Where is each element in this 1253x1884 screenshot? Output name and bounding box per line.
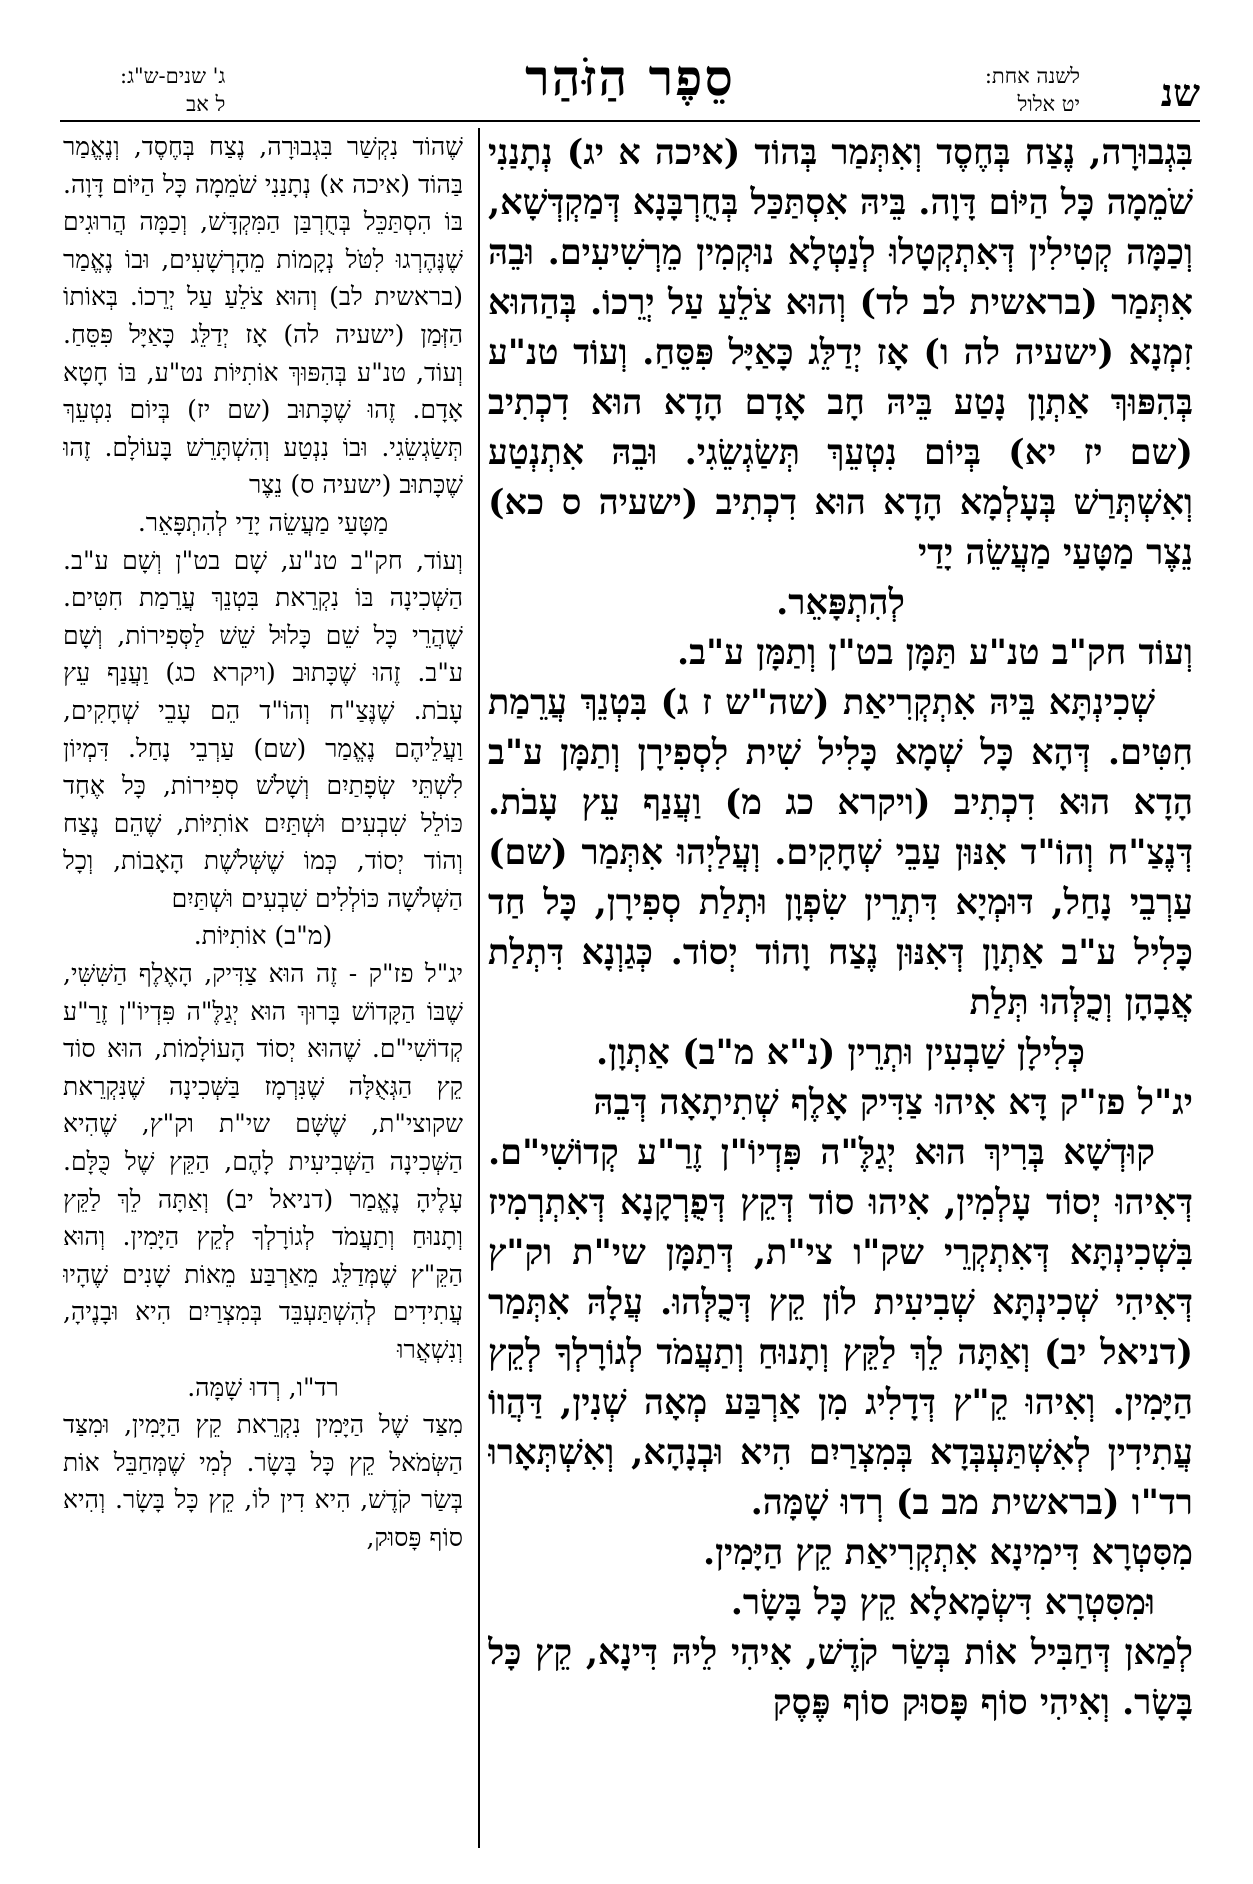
paragraph-end: לְהִתְפָּאֵר.: [776, 582, 905, 623]
hebrew-translation-column: [63, 128, 463, 1848]
translation-paragraph-end: (מ"ב) אוֹתִיּוֹת.: [193, 921, 333, 951]
paragraph: בִּגְבוּרָה, נֶצַח בְּחֶסֶד וְאִתְּמַר בְּהוֹד (איכה א יג) נְתָנַנִי שֹׁמֵמָה כָּל הַיּוֹם דָּוָה. בֵּיהּ אִסְתַּכַּל בְּחֻרְבָּנָא דְּמַקְדְּשָׁא, וְכַמָּה קְטִילִין דְּאִתְקְטָלוּ לְנַטְלָא נוּקְמִין מֵרְשִׁיעִים. וּבֵהּ אִתְּמַר (בראשית לב לד) וְהוּא צֹלֵעַ עַל יְרֵכוֹ. בְּהַהוּא זִמְנָא (ישעיה לה ו) אָז יְדַלֵּג כָּאַיָּל פִּסֵּחַ. וְעוֹד טנ"ע בְּהִפּוּךְ אַתְוָן נָטַע בֵּיהּ חָב אָדָם הָדָא הוּא דִכְתִיב (שם יז יא) בְּיוֹם נִטְעֵךְ תְּשַׂגְשֵׂגִי. וּבֵהּ אִתְנְטַע וְאִשְׁתְּרַשׁ בְּעָלְמָא הָדָא הוּא דִכְתִיב (ישעיה ס כא) נֵצֶר מַטָּעַי מַעֲשֵׂה יָדַי: [488, 132, 1193, 573]
paragraph: קוּדְשָׁא בְּרִיךְ הוּא יְגַלֶּ"ה פִּדְיוֹ"ן זֶרַ"ע קְדוֹשִׁי"ם. דְּאִיהוּ יְסוֹד עָלְמִין, אִיהוּ סוֹד דְּקֵץ דְּפֻרְקָנָא דְּאִתְרְמִיז בִּשְׁכִינְתָּא דְּאִתְקְרֵי שק"ו צי"ת, דְּתַמָּן שי"ת וק"ץ דְּאִיהִי שְׁכִינְתָּא שְׁבִיעִית לוֹן קֵץ דְּכֻלְּהוּ. עֲלָהּ אִתְּמַר (דניאל יב) וְאַתָּה לֵךְ לַקֵּץ וְתָנוּחַ וְתַעֲמֹד לְגוֹרָלְךָ לְקֵץ הַיָּמִין. וְאִיהוּ קֵ"ץ דְּדָלִיג מִן אַרְבַּע מְאָה שְׁנִין, דַּהֲווֹ עֲתִידִין לְאִשְׁתַּעְבְּדָא בְּמִצְרַיִם הִיא וּבְנָהָא, וְאִשְׁתְּאָרוּ רד"ו (בראשית מב ב) רְדוּ שָׁמָּה.: [488, 1132, 1193, 1523]
translation-paragraph: וְעוֹד, חק"ב טנ"ע, שָׁם בט"ן וְשָׁם ע"ב. הַשְּׁכִינָה בּוֹ נִקְרֵאת בִּטְנֵךְ עֲרֵמַת חִטִּים. שֶׁהֲרֵי כָּל שֵׁם כָּלוּל שֵׁשׁ לַסְּפִירוֹת, וְשָׁם ע"ב. זֶהוּ שֶׁכָּתוּב (ויקרא כג) וַעֲנַף עֵץ עָבֹת. שֶׁנֶּצַ"ח וְהוֹ"ד הֵם עָבֵי שְׁחָקִים, וַעֲלֵיהֶם נֶאֱמַר (שם) עַרְבֵי נָחַל. דִּמְיוֹן לִשְׁתֵּי שְׂפָתַיִם וְשָׁלֹשׁ סְפִירוֹת, כָּל אֶחָד כּוֹלֵל שִׁבְעִים וּשְׁתַּיִם אוֹתִיּוֹת, שֶׁהֵם נֶצַח וְהוֹד יְסוֹד, כְּמוֹ שֶׁשְּׁלֹשֶׁת הָאָבוֹת, וְכָל הַשְּׁלֹשָׁה כּוֹלְלִים שִׁבְעִים וּשְׁתַּיִם: [63, 545, 463, 913]
schedule-one-year: לשנה אחת:: [984, 64, 1080, 88]
book-title: סֵפֶר הַזֹּהַר: [525, 48, 735, 107]
paragraph: וְעוֹד חק"ב טנ"ע תַּמָּן בט"ן וְתַמָּן ע"ב.: [676, 632, 1193, 673]
paragraph: וּמִסִּטְרָא דִּשְׂמָאלָא קֵץ כָּל בָּשָׂר.: [730, 1582, 1155, 1623]
paragraph: מִסִּטְרָא דִּימִינָא אִתְקְרִיאַת קֵץ הַיָּמִין.: [702, 1532, 1193, 1573]
aramaic-text-column: [488, 128, 1193, 1848]
translation-paragraph-end: רד"ו, רְדוּ שָׁמָּה.: [187, 1372, 339, 1402]
header-divider: [60, 120, 1200, 122]
schedule-date-one-year: יט אלול: [1017, 92, 1080, 116]
paragraph: יג"ל פז"ק דָּא אִיהוּ צַדִּיק אָלֶף שְׁתִיתָאָה דְּבֵהּ: [593, 1082, 1193, 1123]
schedule-three-years: ג' שנים-ש"ג:: [120, 64, 226, 88]
translation-paragraph: שֶׁהוֹד נִקְשַׁר בִּגְבוּרָה, נֶצַח בְּחֶסֶד, וְנֶאֱמַר בַּהוֹד (איכה א) נְתָנַנִי שֹׁמֵמָה כָּל הַיּוֹם דָּוָה. בּוֹ הִסְתַּכֵּל בְּחֻרְבַּן הַמִּקְדָּשׁ, וְכַמָּה הֲרוּגִים שֶׁנֶּהֶרְגוּ לִטֹּל נְקָמוֹת מֵהָרְשָׁעִים, וּבוֹ נֶאֱמַר (בראשית לב) וְהוּא צֹלֵעַ עַל יְרֵכוֹ. בְּאוֹתוֹ הַזְּמַן (ישעיה לה) אָז יְדַלֵּג כָּאַיָּל פִּסֵּחַ. וְעוֹד, טנ"ע בְּהִפּוּךְ אוֹתִיּוֹת נט"ע, בּוֹ חָטָא אָדָם. זֶהוּ שֶׁכָּתוּב (שם יז) בְּיוֹם נִטְעֵךְ תְּשַׂגְשֵׂגִי. וּבוֹ נִנְטַע וְהִשְׁתָּרֵשׁ בָּעוֹלָם. זֶהוּ שֶׁכָּתוּב (ישעיה ס) נֵצֶר: [63, 132, 463, 500]
paragraph: לְמַאן דְּחַבִּיל אוֹת בְּשַׂר קֹדֶשׁ, אִיהִי לֵיהּ דִּינָא, קֵץ כָּל בָּשָׂר. וְאִיהִי סוֹף פָּסוּק סוֹף פֶּסֶק: [488, 1632, 1193, 1723]
paragraph-end: כְּלִילָן שַׁבְעִין וּתְרֵין (נ"א מ"ב) אַתְוָן.: [596, 1032, 1085, 1073]
translation-paragraph: יג"ל פז"ק - זֶה הוּא צַדִּיק, הָאֶלֶף הַשִּׁשִּׁי, שֶׁבּוֹ הַקָּדוֹשׁ בָּרוּךְ הוּא יְגַלֶּ"ה פִּדְיוֹ"ן זֶרַ"ע קְדוֹשִׁי"ם. שֶׁהוּא יְסוֹד הָעוֹלָמוֹת, הוּא סוֹד קֵץ הַגְּאֻלָּה שֶׁנִּרְמָז בַּשְּׁכִינָה שֶׁנִּקְרֵאת שקוצי"ת, שֶׁשָּׁם שי"ת וק"ץ, שֶׁהִיא הַשְּׁכִינָה הַשְּׁבִיעִית לָהֶם, הַקֵּץ שֶׁל כֻּלָּם. עָלֶיהָ נֶאֱמַר (דניאל יב) וְאַתָּה לֵךְ לַקֵּץ וְתָנוּחַ וְתַעֲמֹד לְגוֹרָלְךָ לְקֵץ הַיָּמִין. וְהוּא הַקֵּ"ץ שֶׁמְּדַלֵּג מֵאַרְבַּע מֵאוֹת שָׁנִים שֶׁהָיוּ עֲתִידִים לְהִשְׁתַּעְבֵּד בְּמִצְרַיִם הִיא וּבָנֶיהָ, וְנִשְׁאֲרוּ: [63, 959, 463, 1364]
column-divider: [478, 128, 480, 1848]
page-number: שנ: [1160, 70, 1200, 115]
translation-paragraph: מִצַּד שֶׁל הַיָּמִין נִקְרֵאת קֵץ הַיָּמִין, וּמִצַּד הַשְּׂמֹאל קֵץ כָּל בָּשָׂר. לְמִי שֶׁמְּחַבֵּל אוֹת בְּשַׂר קֹדֶשׁ, הִיא דִין לוֹ, קֵץ כָּל בָּשָׂר. וְהִיא סוֹף פָּסוּק,: [63, 1410, 463, 1552]
schedule-date-three-years: ל אב: [186, 92, 226, 116]
page-header: [60, 40, 1200, 130]
header-left-info: [120, 62, 225, 118]
translation-paragraph-end: מַטָּעַי מַעֲשֵׂה יָדַי לְהִתְפָּאֵר.: [137, 507, 389, 537]
paragraph: שְׁכִינְתָּא בֵּיהּ אִתְקְרִיאַת (שה"ש ז ג) בִּטְנֵךְ עֲרֵמַת חִטִּים. דְּהָא כָּל שְׁמָא כָּלִיל שִׁית לִסְפִירָן וְתַמָּן ע"ב הָדָא הוּא דִכְתִיב (ויקרא כג מ) וַעֲנַף עֵץ עָבֹת. דְּנֶצַ"ח וְהוֹ"ד אִנּוּן עַבֵי שְׁחָקִים. וְעֲלַיְהוּ אִתְּמַר (שם) עַרְבֵי נָחַל, דּוּמְיָא דִּתְרֵין שִׂפְוָן וּתְלַת סְפִירָן, כָּל חַד כָּלִיל ע"ב אַתְוָן דְּאִנּוּן נֶצַח וָהוֹד יְסוֹד. כְּגַוְנָא דִּתְלַת אֲבָהָן וְכֻלְּהוּ תְּלַת: [488, 682, 1193, 1023]
